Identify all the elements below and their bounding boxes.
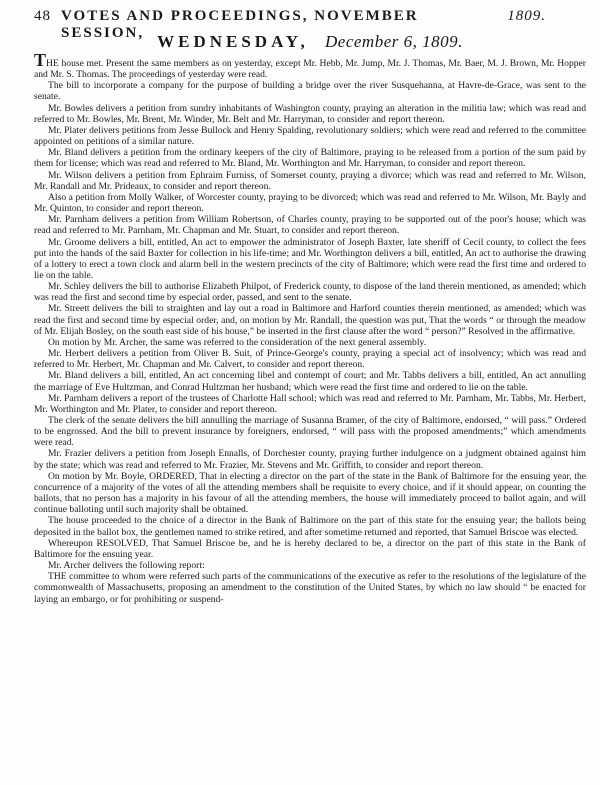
paragraph: The bill to incorporate a company for the purpose of building a bridge over the river Susquehanna, at Havre-de-Grace, was sent to the senate. (34, 80, 586, 103)
paragraph: Mr. Parnham delivers a report of the trustees of Charlotte Hall school; which was read and referred to Mr. Parnham, Mr. Tabbs, Mr. Herbert, Mr. Worthington and Mr. Plater, to consider and report thereon. (34, 392, 586, 415)
paragraph: Also a petition from Molly Walker, of Worcester county, praying to be divorced; which was read and referred to Mr. Wilson, Mr. Bayly and Mr. Quinton, to consider and report thereon. (34, 191, 586, 215)
paragraph: Mr. Bland delivers a bill, entitled, An act concerning libel and contempt of court; and Mr. Tabbs delivers a bill, entitled, An act annulling the marriage of Eve Hultzman, and Conrad Hultzman her husband; which were read the first time and ordered to lie on the table. (34, 370, 586, 393)
paragraph: THE committee to whom were referred such parts of the communications of the executive as refer to the resolutions of the legislature of the commonwealth of Massachusetts, proposing an amendment to the constitution of the United States, by which no law should “ be enacted for laying an embargo, or for prohibiting or suspend- (34, 571, 586, 605)
proceedings-body (34, 50, 586, 605)
day-name: WEDNESDAY, (157, 32, 309, 51)
paragraph: Mr. Parnham delivers a petition from William Robertson, of Charles county, praying to be supported out of the poor's house; which was read and referred to Mr. Parnham, Mr. Chapman and Mr. Stuart, to consider and report thereon. (34, 214, 586, 237)
running-year: 1809. (507, 8, 546, 24)
paragraph: Mr. Streett delivers the bill to straighten and lay out a road in Baltimore and Harford counties therein mentioned, as amended; which was read the first and second time by especial order, and, on motion by Mr. Randall, the question was put, That the words “ or through the meadow of Mr. Elijah Bosley, on the south east side of his house,” be inserted in the first clause after the word “ person?” Resolved in the affirmative. (34, 303, 586, 337)
paragraph: On motion by Mr. Boyle, ORDERED, That in electing a director on the part of the state in the Bank of Baltimore for the ensuing year, the concurrence of a majority of the votes of all the attending members shall be requisite to every choice, and if it should appear, on counting the ballots, that no person has a majority in his favour of all the attending members, the house will immediately proceed to ballot again, and will continue balloting until such majority shall be obtained. (34, 470, 586, 516)
paragraph: Mr. Herbert delivers a petition from Oliver B. Suit, of Prince-George's county, praying a special act of insolvency; which was read and referred to Mr. Herbert, Mr. Chapman and Mr. Calvert, to consider and report thereon. (34, 348, 586, 371)
paragraph: Mr. Bland delivers a petition from the ordinary keepers of the city of Baltimore, praying to be released from a portion of the sum paid by them for license; which was read and referred to Mr. Bland, Mr. Worthington and Mr. Harryman, to consider and report thereon. (34, 147, 586, 170)
paragraph: Mr. Wilson delivers a petition from Ephraim Furniss, of Somerset county, praying a divorce; which was read and referred to Mr. Wilson, Mr. Randall and Mr. Prideaux, to consider and report thereon. (34, 169, 586, 192)
paragraph: Mr. Bowles delivers a petition from sundry inhabitants of Washington county, praying an alteration in the militia law; which was read and referred to Mr. Bowles, Mr. Brent, Mr. Winder, Mr. Belt and Mr. Harryman, to consider and report thereon. (34, 102, 586, 125)
paragraph: Mr. Frazier delivers a petition from Joseph Ennalls, of Dorchester county, praying further indulgence on a judgment obtained against him by the state; which was read and referred to Mr. Frazier, Mr. Stevens and Mr. Griffith, to consider and report thereon. (34, 448, 586, 471)
paragraph: THE house met. Present the same members as on yesterday, except Mr. Hebb, Mr. Jump, Mr. J. Thomas, Mr. Baer, M. J. Brown, Mr. Hopper and Mr. S. Thomas. The proceedings of yesterday were read. (34, 50, 586, 81)
running-title: VOTES AND PROCEEDINGS, NOVEMBER SESSION, (61, 8, 419, 41)
running-head (34, 8, 586, 41)
paragraph: The house proceeded to the choice of a director in the Bank of Baltimore on the part of this state for the ensuing year; the ballots being deposited in the ballot box, the gentlemen named to strike retired, and after sometime returned and reported, that Samuel Briscoe was elected. (34, 515, 586, 538)
paragraph: Mr. Archer delivers the following report: (48, 560, 205, 572)
paragraph: Whereupon RESOLVED, That Samuel Briscoe be, and he is hereby declared to be, a director on the part of this state in the Bank of Baltimore for the ensuing year. (34, 537, 586, 560)
day-date: December 6, 1809. (325, 32, 463, 51)
paragraph: Mr. Groome delivers a bill, entitled, An act to empower the administrator of Joseph Baxter, late sheriff of Cecil county, to collect the fees put into the hands of the said Baxter for collection in his life-time; and Mr. Worthington delivers a bill, entitled, An act to authorise the drawing of a lottery to erect a town clock and alarm bell in the western precincts of the city of Baltimore; which were read the first time and ordered to lie on the table. (34, 236, 586, 281)
page-number: 48 (34, 8, 51, 24)
paragraph: On motion by Mr. Archer, the same was referred to the consideration of the next general assembly. (48, 336, 427, 348)
paragraph: Mr. Plater delivers petitions from Jesse Bullock and Henry Spalding, revolutionary soldiers; which were read and referred to the committee appointed on petitions of a similar nature. (34, 124, 586, 148)
paragraph: The clerk of the senate delivers the bill annulling the marriage of Susanna Bramer, of the city of Baltimore, endorsed, “ will pass.” Ordered to be engrossed. And the bill to prevent insurance by foreigners, endorsed, “ will pass with the proposed amendments;” which amendments were read. (34, 415, 586, 449)
paragraph: Mr. Schley delivers the bill to authorise Elizabeth Philpot, of Frederick county, to dispose of the land therein mentioned, as amended; which was read the first and second time by especial order, passed, and sent to the senate. (34, 281, 586, 304)
